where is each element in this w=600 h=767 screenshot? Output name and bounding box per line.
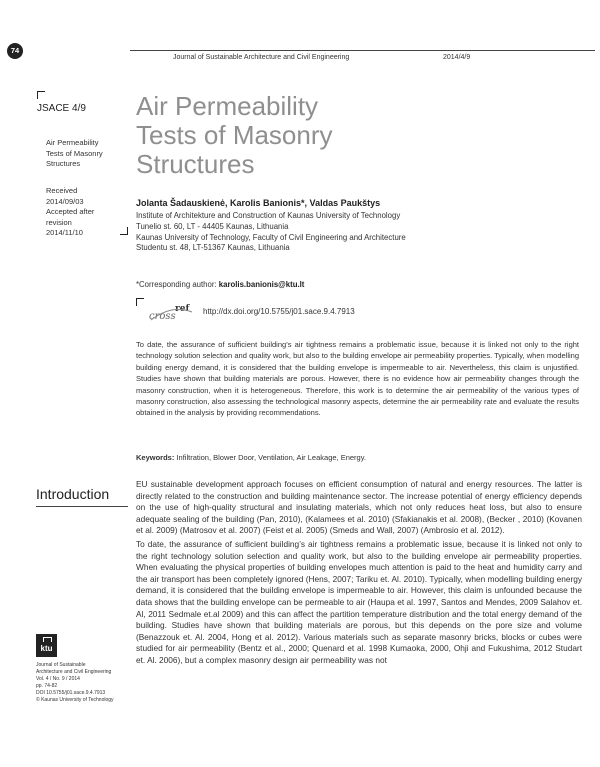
article-title-line: Tests of Masonry [136,120,333,150]
imprint-line: Architecture and Civil Engineering [36,669,112,675]
imprint-line: Journal of Sustainable [36,662,86,668]
sidebar-title-line: Air Permeability [46,138,99,147]
article-title-line: Air Permeability [136,91,319,121]
affiliation-line: Kaunas University of Technology, Faculty of Civil Engineering and Architecture [136,232,406,242]
introduction-rule [36,506,128,507]
affiliation-line: Tunelio st. 60, LT - 44405 Kaunas, Lithuania [136,221,289,231]
keywords-list: Infiltration, Blower Door, Ventilation, Air Leakage, Energy. [176,453,366,462]
corresponding-email[interactable]: karolis.banionis@ktu.lt [218,280,305,289]
authors: Jolanta Šadauskienė, Karolis Banionis*, Valdas Paukštys [136,198,381,208]
imprint-line: © Kaunas University of Technology [36,697,114,703]
sidebar-journal-code: JSACE 4/9 [37,103,86,114]
doi-link[interactable]: http://dx.doi.org/10.5755/j01.sace.9.4.7913 [203,307,355,316]
accepted-label: revision [46,217,72,227]
svg-text:cross: cross [149,311,176,322]
introduction-paragraph: To date, the assurance of sufficient building’s air tightness remains a problematic issue, because it is linked not only to the right technology solution selection and quality work, but also to the building envelope air permeability properties. When evaluating the physical properties of building envelopes much attention is paid to the heat and humidity carry and the air transport has been completely ignored (Hens, 2007; Tariku et. Al. 2010). Typically, when modelling building energy demand, it is considered that the building envelope is impermeable to air. However, this claim is unfounded because the data shows that the building envelope can be permeable to air (Haupa et al. 1997, Santos and Mendes, 2009 Salahov et. Al, 2011 Sedmale et.al 2009) and this can affect the partition temperature distribution and the total energy demand of the building. Studies have shown that building materials are porous, but this depends on the pore size and volume (Benazzouk et. Al. 2004, Hong et al. 2012). Various materials such as separate masonry bricks, blocks or cubes were studied for air permeability (Bentz et al., 2000; Quenard et al. 1998 Kumaoka, 2000, Ohji and Fukushima, 2012 Studart et. Al. 2006), but a complex masonry design air permeability was not [136,538,582,665]
article-title-line: Structures [136,149,255,179]
svg-text:ref: ref [175,304,190,314]
sidebar-title-line: Structures [46,159,81,168]
accepted-label: Accepted after [46,207,95,216]
article-title [136,92,496,179]
introduction-paragraph: EU sustainable development approach focuses on efficient consumption of natural and energy resources. The latter is directly related to the construction and building maintenance sector. The increase potential of energy efficiency depends on the use of high-quality structural and insulating materials, which not only reduces heat loss, but also to ensure adequate sealing of the building (Pan, 2010), (Kalamees et al. 2010) (Sfakianakis et al. 2008), (Becker , 2010) (Kovanen et al. 2009) (Matrosov et al. 2007) (Feist et al. 2005) (Smeds and Wall, 2007) (Ambrosio et al. 2012). [136,479,582,536]
affiliation-line: Institute of Architekture and Construction of Kaunas University of Technology [136,211,401,220]
sidebar-dates [46,186,126,239]
keywords-label: Keywords: [136,453,175,462]
imprint-line: DOI 10.5755/j01.sace.9.4.7913 [36,690,106,696]
corner-bracket-doi [136,298,144,306]
affiliation-line: Studentu st. 48, LT-51367 Kaunas, Lithuania [136,243,290,253]
page-number: 74 [7,43,23,59]
header-rule [130,50,595,51]
received-label: Received [46,186,78,195]
abstract: To date, the assurance of sufficient building’s air tightness remains a problematic issue, because it is linked not only to the right technology solution selection and quality work, but also to the building envelope air permeability properties. Typically, when modelling building energy demand, it is considered that the building envelope is impermeable to air. Nevertheless, this claim is unjustified. Studies have shown that building materials are porous. However, there is no evidence how air permeability changes through the masonry construction, when it is heterogeneous. Therefore, this work is to determine the air permeability of the various types of masonry construction, also assessing the technological masonry aspects, determine the air permeability rate and evaluate the results obtained in the analysis by providing recommendations. [136,340,579,418]
ktu-logo: ktu [36,634,57,657]
affiliations [136,211,536,254]
introduction-heading: Introduction [36,486,110,502]
corresponding-label: *Corresponding author: [136,280,217,289]
received-date: 2014/09/03 [46,196,84,206]
corner-bracket-bottom-right [120,227,128,235]
imprint-line: Vol. 4 / No. 9 / 2014 [36,676,80,682]
sidebar-title [46,138,126,170]
journal-imprint [36,662,131,704]
sidebar-title-line: Tests of Masonry [46,148,103,158]
introduction-body [136,479,582,669]
imprint-line: pp. 74-82 [36,683,58,689]
corner-bracket-top-left [37,91,45,99]
accepted-date: 2014/11/10 [46,228,83,237]
keywords [136,453,579,462]
issue-date: 2014/4/9 [443,54,471,61]
journal-name: Journal of Sustainable Architecture and Civil Engineering [173,54,350,61]
corresponding-author [136,280,304,289]
crossref-logo-icon [148,302,198,322]
